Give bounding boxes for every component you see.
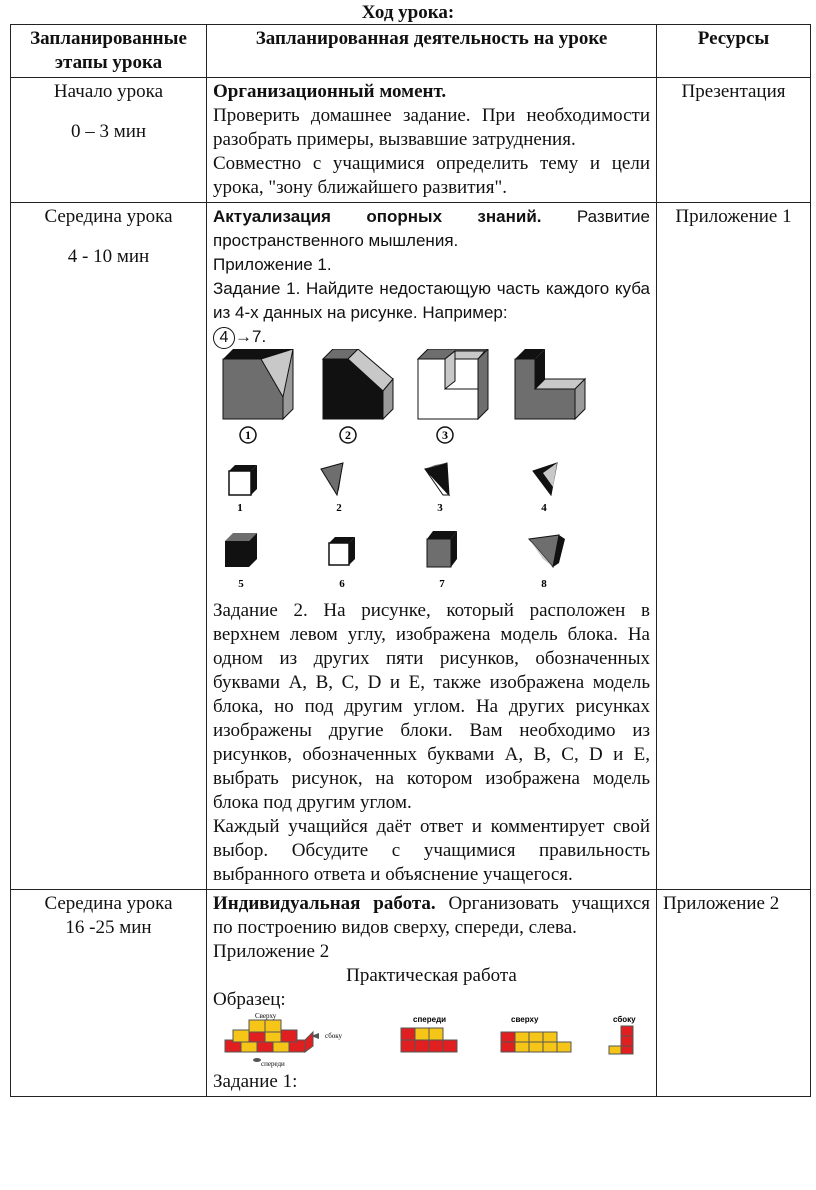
stage-time: 0 – 3 мин [70,121,147,142]
table-row [11,890,811,1097]
stage-name: Середина урока [44,893,173,914]
cube-label: 3 [442,428,448,442]
views-figure [213,1012,643,1070]
piece-label: 2 [336,502,342,514]
stage-cell [11,78,207,203]
resource-cell: Презентация [657,78,811,203]
cubes-figure [213,349,633,445]
sample-label: Образец: [213,989,286,1010]
activity-cell [207,78,657,203]
piece-4 [533,463,557,495]
header-stages: Запланированные этапы урока [11,25,207,78]
practical-heading: Практическая работа [346,965,517,986]
piece-5 [225,533,257,567]
resource-cell: Приложение 2 [657,890,811,1097]
fig-label-side: сбоку [325,1032,343,1040]
task-text: Задание 2. На рисунке, который расположен в верхнем левом углу, изображена модель блока. На одном из других пяти рисунков, обозначенных буквами А, В, С, D и Е, также изображена модель блока, но под другим углом. На других рисунках изображены другие блоки. Вам необходимо из рисунков, обозначенных буквами А, В, С, D и Е, выбрать рисунок, на котором изображена модель блока под другим углом. [213,600,650,813]
cube-4 [515,349,585,419]
view-label: сверху [511,1015,539,1024]
view-label: сбоку [613,1015,636,1024]
activity-heading: Организационный момент. [213,81,447,102]
activity-cell [207,203,657,890]
sample-model [225,1012,343,1068]
piece-2 [321,463,343,495]
cube-label: 2 [345,428,351,442]
task-text: Задание 1. Найдите недостающую часть каждого куба из 4-х данных на рисунке. Например: [213,279,650,322]
activity-heading: Индивидуальная работа. [213,893,436,914]
cube-2 [323,349,393,419]
fig-label-front: спереди [261,1060,285,1068]
view-side [609,1015,636,1054]
cube-3 [418,349,488,419]
activity-heading: Актуализация опорных знаний. [213,207,542,226]
cube-1 [223,349,293,419]
view-label: спереди [413,1015,447,1024]
header-row [11,25,811,78]
task-text: Задание 1: [213,1071,298,1092]
activity-cell [207,890,657,1097]
piece-label: 3 [437,502,443,514]
example-rest: →7. [235,327,267,346]
piece-label: 1 [237,502,243,514]
eye-icon [253,1058,261,1062]
resource-cell: Приложение 1 [657,203,811,890]
stage-cell [11,203,207,890]
piece-1 [229,465,257,495]
header-resources: Ресурсы [657,25,811,78]
task-text: Каждый учащийся даёт ответ и комментирует свой выбор. Обсудите с учащимися правильность выбранного ответа и объяснение учащегося. [213,816,650,885]
activity-text: Проверить домашнее задание. При необходимости разобрать примеры, вызвавшие затруднения. [213,105,650,150]
table-row [11,203,811,890]
piece-label: 5 [238,578,244,590]
lesson-table [10,24,811,1097]
appendix-ref: Приложение 2 [213,941,330,962]
circled-number: 4 [213,327,235,349]
piece-7 [427,531,457,567]
activity-heading-rest: Организовать учащихся по построению видов сверху, спереди, слева. [213,893,650,938]
view-front [401,1015,457,1052]
stage-time: 16 -25 мин [65,917,152,938]
piece-6 [329,537,355,565]
header-activity: Запланированная деятельность на уроке [207,25,657,78]
piece-label: 7 [439,578,445,590]
stage-time: 4 - 10 мин [67,246,150,267]
activity-text: Совместно с учащимися определить тему и цели урока, "зону ближайшего развития". [213,153,650,198]
pieces-figure [213,459,633,599]
cube-label: 1 [245,428,251,442]
page-title: Ход урока: [361,2,455,23]
view-top [501,1015,571,1052]
stage-cell [11,890,207,1097]
piece-label: 6 [339,578,345,590]
table-row [11,78,811,203]
piece-3 [425,463,449,495]
stage-name: Середина урока [44,206,173,227]
fig-label-top: Сверху [255,1012,277,1020]
cube-labels [240,427,453,443]
piece-label: 8 [541,578,547,590]
piece-8 [529,535,565,567]
activity-heading-rest: Развитие пространственного мышления. [213,207,650,250]
appendix-ref: Приложение 1. [213,255,332,274]
stage-name: Начало урока [53,81,164,102]
example [213,327,266,346]
piece-label: 4 [541,502,547,514]
